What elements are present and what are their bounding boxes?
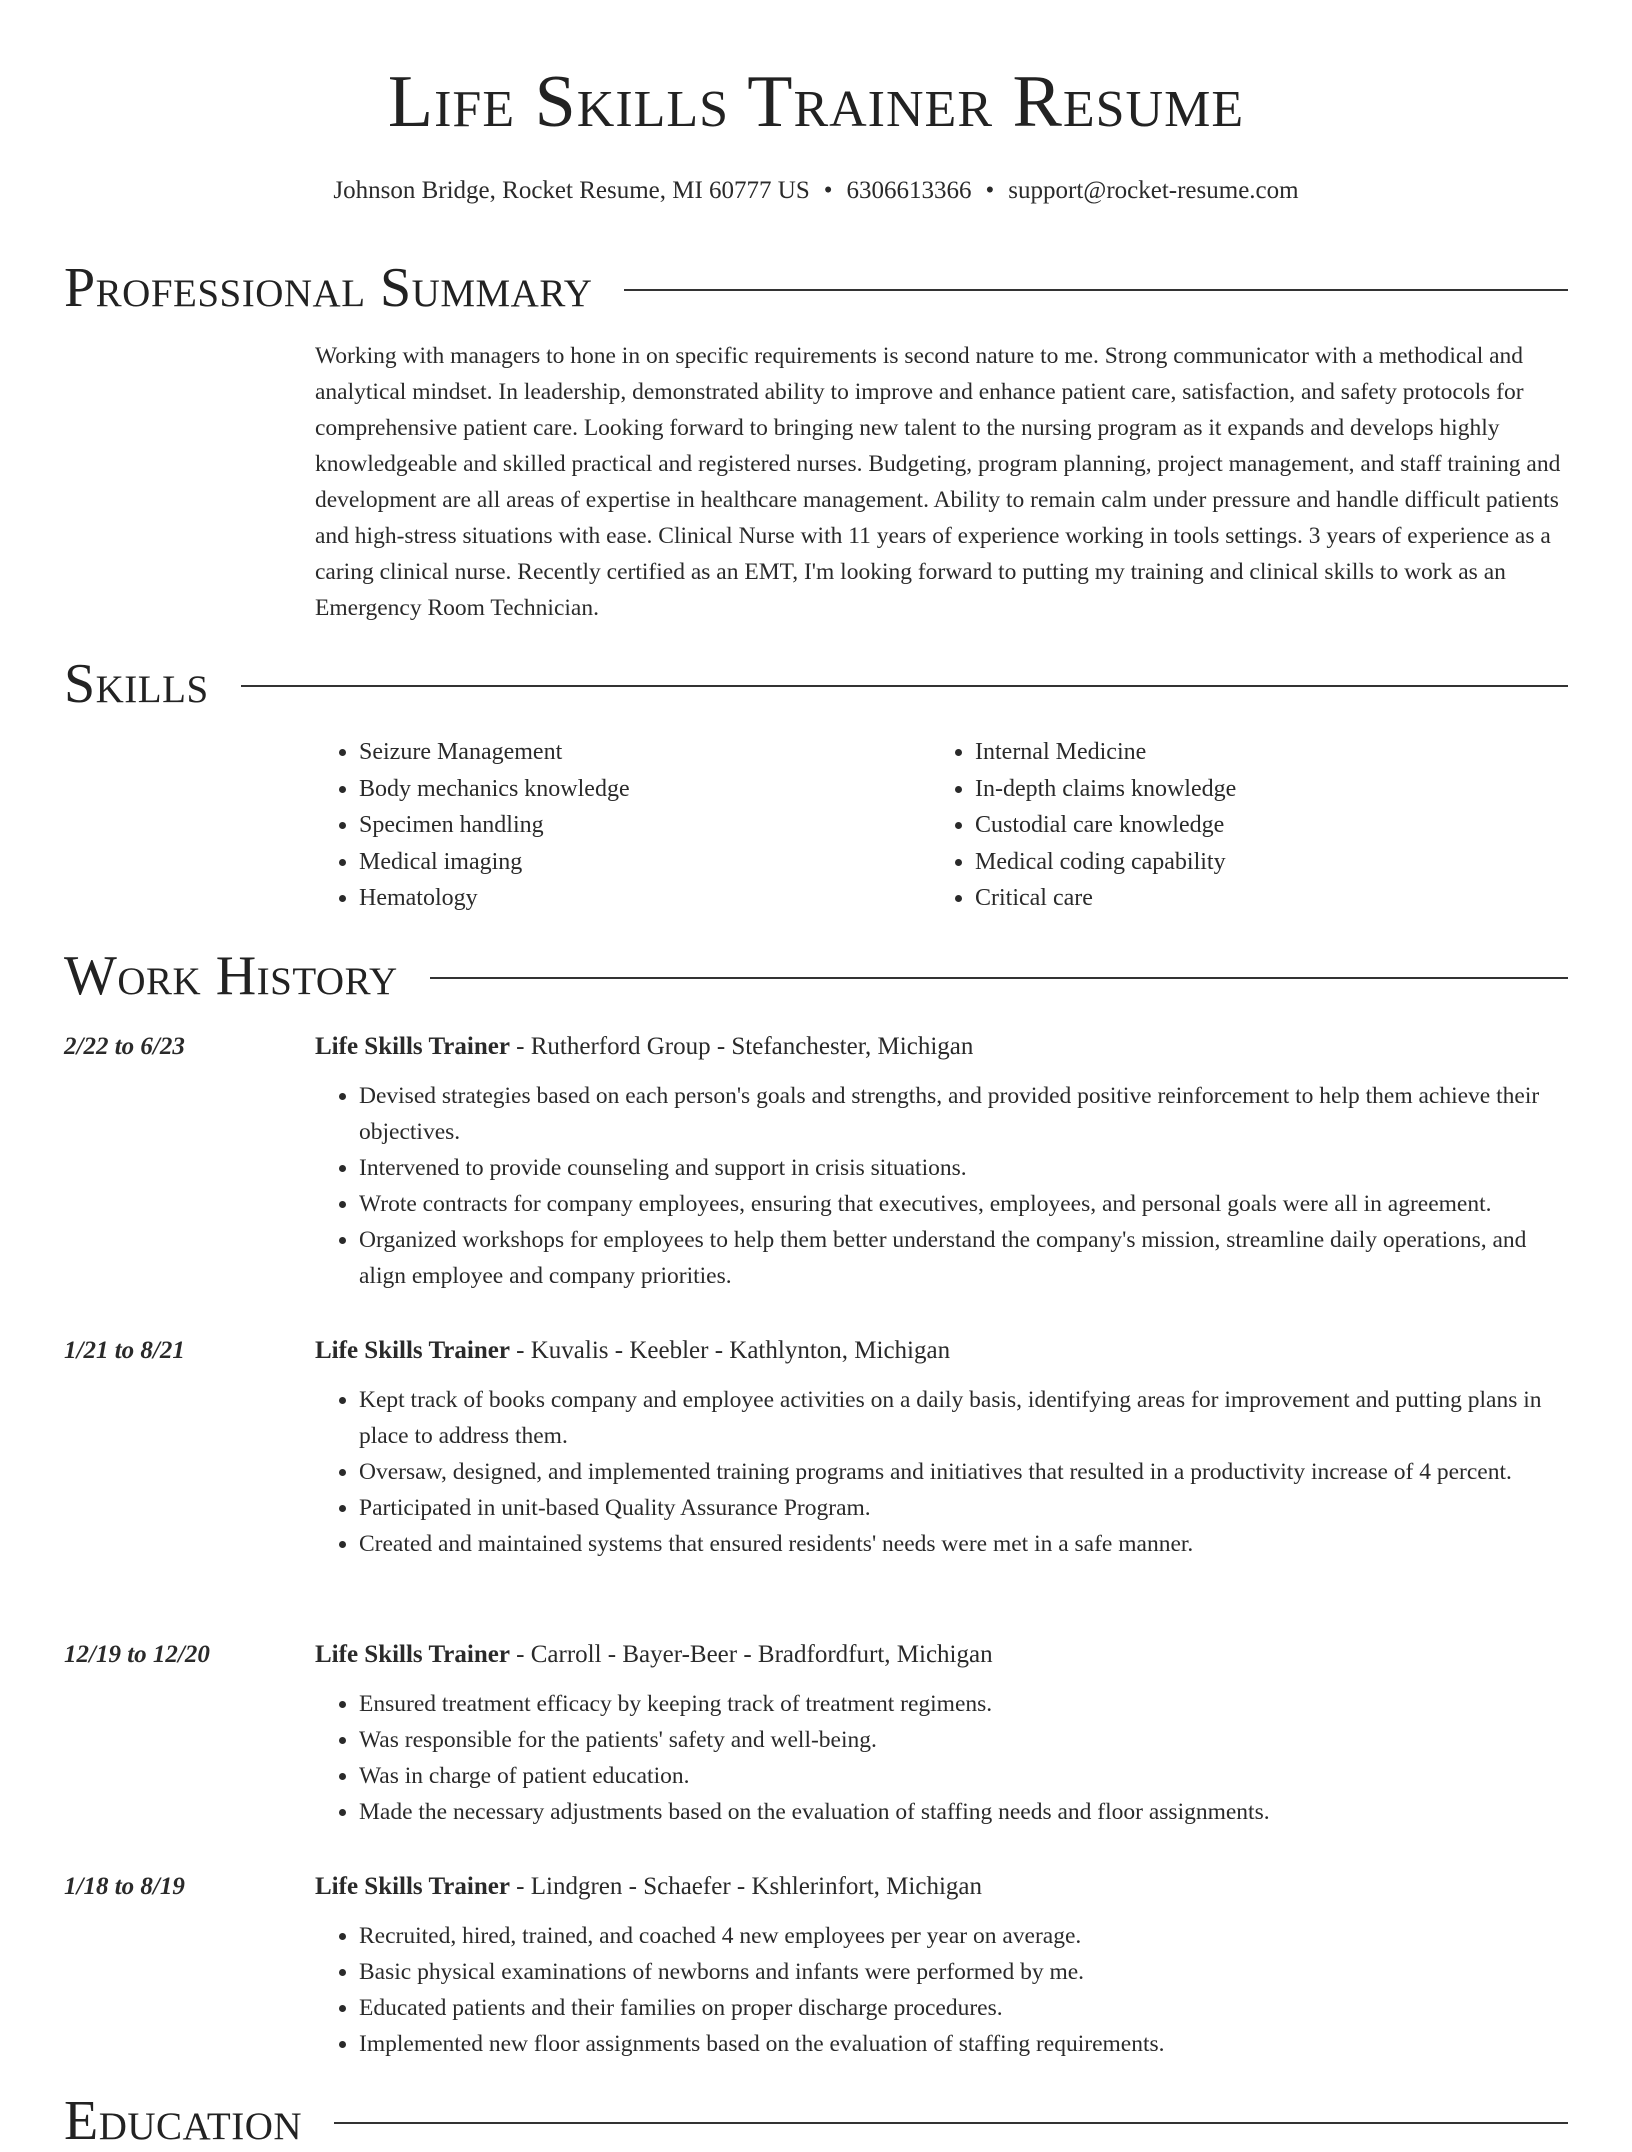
skill-item: • Custodial care knowledge xyxy=(975,807,1236,844)
section-divider xyxy=(624,289,1568,291)
job-bullet: • Participated in unit-based Quality Assurance Program. xyxy=(359,1490,1568,1526)
job-role: Life Skills Trainer xyxy=(315,1873,510,1900)
job-bullet: • Organized workshops for employees to help them better understand the company's mission, streamline daily operations, and align employee and company priorities. xyxy=(359,1222,1568,1294)
section-heading-education: Education xyxy=(64,2090,303,2152)
skill-item: • Specimen handling xyxy=(359,807,630,844)
job-company: - Rutherford Group - Stefanchester, Michigan xyxy=(509,1033,974,1060)
summary-text: Working with managers to hone in on specific requirements is second nature to me. Strong communicator with a methodical and analytical mindset. In leadership, demonstrated ability to improve and enhance patient care, satisfaction, and safety protocols for comprehensive patient care. Looking forward to bringing new talent to the nursing program as it expands and develops highly knowledgeable and skilled practical and registered nurses. Budgeting, program planning, project management, and staff training and development are all areas of expertise in healthcare management. Ability to remain calm under pressure and handle difficult patients and high-stress situations with ease. Clinical Nurse with 11 years of experience working in tools settings. 3 years of experience as a caring clinical nurse. Recently certified as an EMT, I'm looking forward to putting my training and clinical skills to work as an Emergency Room Technician. xyxy=(315,343,1561,621)
section-divider xyxy=(241,685,1568,687)
job-company: - Lindgren - Schaefer - Kshlerinfort, Michigan xyxy=(509,1873,982,1900)
job-bullet: • Created and maintained systems that ensured residents' needs were met in a safe manner. xyxy=(359,1526,1568,1562)
contact-phone: 6306613366 xyxy=(846,177,972,204)
skill-item: • Hematology xyxy=(359,880,630,917)
job-dates: 1/18 to 8/19 xyxy=(64,1873,185,1900)
job-bullet: • Kept track of books company and employee activities on a daily basis, identifying areas for improvement and putting plans in place to address them. xyxy=(359,1382,1568,1454)
job-bullet: • Made the necessary adjustments based on the evaluation of staffing needs and floor assignments. xyxy=(359,1794,1568,1830)
section-divider xyxy=(430,977,1568,979)
job-bullet: • Wrote contracts for company employees, ensuring that executives, employees, and personal goals were all in agreement. xyxy=(359,1186,1568,1222)
job-heading xyxy=(315,1638,1568,1672)
skill-item: • In-depth claims knowledge xyxy=(975,771,1236,808)
contact-separator: • xyxy=(823,177,833,204)
skills-list-left xyxy=(315,734,630,917)
job-bullet: • Recruited, hired, trained, and coached 4 new employees per year on average. xyxy=(359,1918,1568,1954)
job-company: - Carroll - Bayer-Beer - Bradfordfurt, Michigan xyxy=(509,1641,993,1668)
job-role: Life Skills Trainer xyxy=(315,1641,510,1668)
job-bullet: • Was responsible for the patients' safety and well-being. xyxy=(359,1722,1568,1758)
contact-line xyxy=(0,174,1632,208)
section-skills xyxy=(64,653,1568,715)
contact-separator: • xyxy=(985,177,995,204)
resume-title: Life Skills Trainer Resume xyxy=(387,61,1245,143)
contact-email: support@rocket-resume.com xyxy=(1008,177,1299,204)
job-company: - Kuvalis - Keebler - Kathlynton, Michigan xyxy=(509,1337,951,1364)
skill-item: • Medical imaging xyxy=(359,844,630,881)
job-bullet: • Basic physical examinations of newborns and infants were performed by me. xyxy=(359,1954,1568,1990)
job-bullets xyxy=(315,1078,1568,1294)
section-education xyxy=(64,2090,1568,2152)
section-work-history xyxy=(64,945,1568,1007)
section-heading-summary: Professional Summary xyxy=(64,257,593,319)
job-heading xyxy=(315,1870,1568,1904)
job-bullet: • Devised strategies based on each person's goals and strengths, and provided positive reinforcement to help them achieve their objectives. xyxy=(359,1078,1568,1150)
job-bullet: • Ensured treatment efficacy by keeping track of treatment regimens. xyxy=(359,1686,1568,1722)
job-bullets xyxy=(315,1686,1568,1830)
job-dates: 12/19 to 12/20 xyxy=(64,1641,210,1668)
job-role: Life Skills Trainer xyxy=(315,1033,510,1060)
job-bullet: • Oversaw, designed, and implemented training programs and initiatives that resulted in a productivity increase of 4 percent. xyxy=(359,1454,1568,1490)
job-bullet: • Intervened to provide counseling and support in crisis situations. xyxy=(359,1150,1568,1186)
job-bullets xyxy=(315,1918,1568,2062)
skill-item: • Body mechanics knowledge xyxy=(359,771,630,808)
job-role: Life Skills Trainer xyxy=(315,1337,510,1364)
job-bullet: • Implemented new floor assignments based on the evaluation of staffing requirements. xyxy=(359,2026,1568,2062)
job-bullets xyxy=(315,1382,1568,1562)
contact-address: Johnson Bridge, Rocket Resume, MI 60777 US xyxy=(333,177,810,204)
job-heading xyxy=(315,1334,1568,1368)
job-bullet: • Was in charge of patient education. xyxy=(359,1758,1568,1794)
job-heading xyxy=(315,1030,1568,1064)
skill-item: • Medical coding capability xyxy=(975,844,1236,881)
job-bullet: • Educated patients and their families on proper discharge procedures. xyxy=(359,1990,1568,2026)
job-dates: 1/21 to 8/21 xyxy=(64,1337,185,1364)
job-dates: 2/22 to 6/23 xyxy=(64,1033,185,1060)
section-divider xyxy=(334,2122,1568,2124)
skills-list-right xyxy=(931,734,1236,917)
section-professional-summary xyxy=(64,257,1568,319)
skill-item: • Critical care xyxy=(975,880,1236,917)
section-heading-work-history: Work History xyxy=(64,945,398,1007)
section-heading-skills: Skills xyxy=(64,653,209,715)
skill-item: • Internal Medicine xyxy=(975,734,1236,771)
skill-item: • Seizure Management xyxy=(359,734,630,771)
